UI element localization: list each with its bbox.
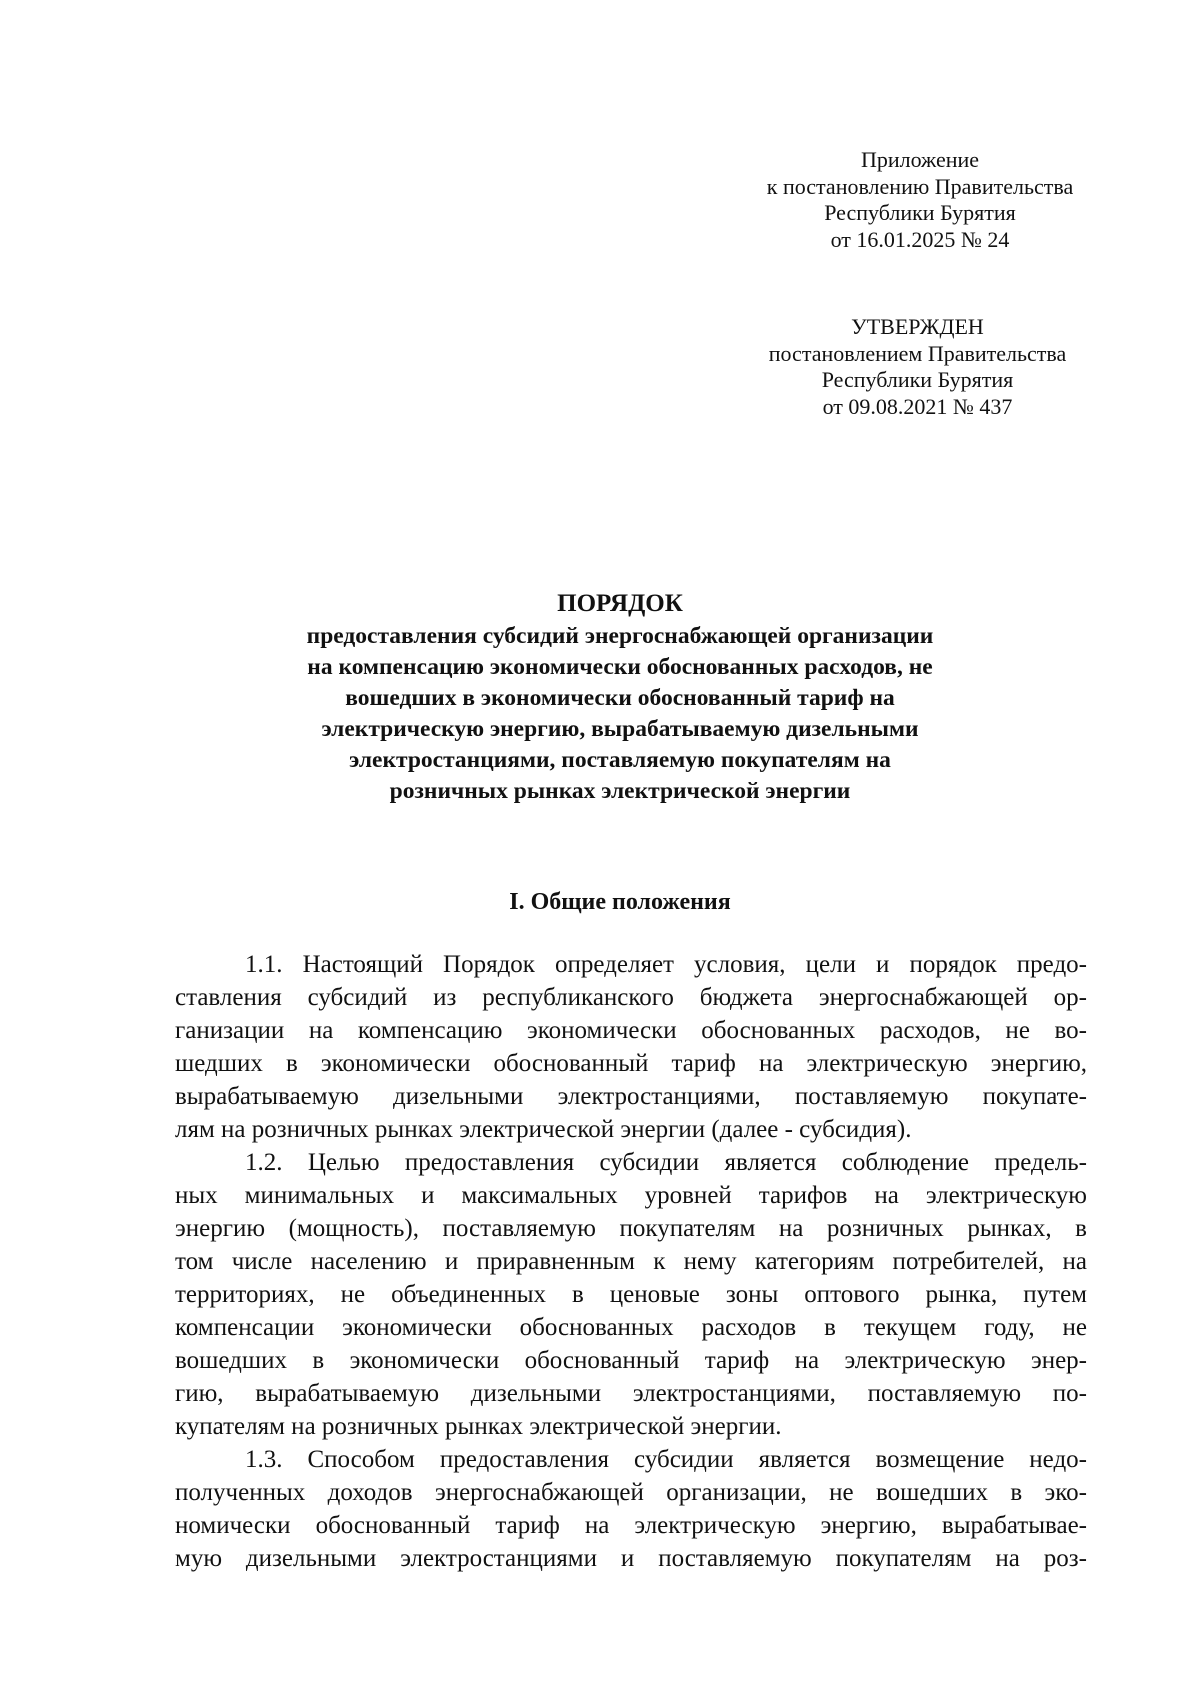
title-line: предоставления субсидий энергоснабжающей организации	[306, 623, 934, 649]
paragraph-line: шедших в экономически обоснованный тариф на электрическую энергию,	[175, 1050, 1087, 1077]
body-text	[175, 948, 1087, 1575]
appendix-line: Республики Бурятия	[824, 200, 1016, 225]
title-line: вошедших в экономически обоснованный тариф на	[345, 685, 895, 711]
paragraph-line: гию, вырабатываемую дизельными электростанциями, поставляемую по-	[175, 1380, 1087, 1407]
paragraph-1-1	[175, 948, 1087, 1146]
paragraph-line: полученных доходов энергоснабжающей организации, не вошедших в эко-	[175, 1479, 1087, 1506]
title-main: ПОРЯДОК	[557, 590, 683, 617]
title-line: на компенсацию экономически обоснованных расходов, не	[307, 654, 933, 680]
paragraph-1-2	[175, 1146, 1087, 1443]
paragraph-line: ставления субсидий из республиканского бюджета энергоснабжающей ор-	[175, 984, 1087, 1011]
title-line: электростанциями, поставляемую покупателям на	[349, 747, 891, 773]
paragraph-line: вошедших в экономически обоснованный тариф на электрическую энер-	[175, 1347, 1087, 1374]
appendix-line: от 16.01.2025 № 24	[830, 226, 1010, 252]
approved-header	[740, 314, 1095, 420]
paragraph-line: вырабатываемую дизельными электростанциями, поставляемую покупате-	[175, 1083, 1087, 1110]
approved-line: от 09.08.2021 № 437	[822, 393, 1013, 419]
appendix-line: к постановлению Правительства	[766, 173, 1074, 199]
document-title	[150, 588, 1090, 807]
paragraph-1-3	[175, 1443, 1087, 1575]
appendix-line: Приложение	[860, 147, 980, 172]
approved-line: Республики Бурятия	[821, 367, 1014, 392]
appendix-header	[735, 147, 1105, 253]
approved-line: УТВЕРЖДЕН	[851, 314, 984, 339]
paragraph-line: энергию (мощность), поставляемую покупателям на розничных рынках, в	[175, 1215, 1087, 1242]
paragraph-line: номически обоснованный тариф на электрическую энергию, вырабатывае-	[175, 1512, 1087, 1539]
paragraph-line: лям на розничных рынках электрической энергии (далее - субсидия).	[175, 1116, 912, 1143]
title-line: розничных рынках электрической энергии	[389, 778, 851, 804]
paragraph-line: 1.2. Целью предоставления субсидии является соблюдение предель-	[245, 1149, 1087, 1176]
title-line: электрическую энергию, вырабатываемую дизельными	[321, 716, 919, 742]
paragraph-line: 1.1. Настоящий Порядок определяет условия, цели и порядок предо-	[245, 951, 1087, 978]
paragraph-line: компенсации экономически обоснованных расходов в текущем году, не	[175, 1314, 1087, 1341]
approved-line: постановлением Правительства	[768, 340, 1067, 366]
section-heading: I. Общие положения	[509, 889, 731, 915]
paragraph-line: территориях, не объединенных в ценовые зоны оптового рынка, путем	[175, 1281, 1087, 1308]
paragraph-line: купателям на розничных рынках электрической энергии.	[175, 1413, 782, 1440]
paragraph-line: ганизации на компенсацию экономически обоснованных расходов, не во-	[175, 1017, 1087, 1044]
paragraph-line: 1.3. Способом предоставления субсидии является возмещение недо-	[245, 1446, 1087, 1473]
paragraph-line: том числе населению и приравненным к нему категориям потребителей, на	[175, 1248, 1087, 1275]
paragraph-line: мую дизельными электростанциями и поставляемую покупателям на роз-	[175, 1545, 1087, 1572]
paragraph-line: ных минимальных и максимальных уровней тарифов на электрическую	[175, 1182, 1087, 1209]
